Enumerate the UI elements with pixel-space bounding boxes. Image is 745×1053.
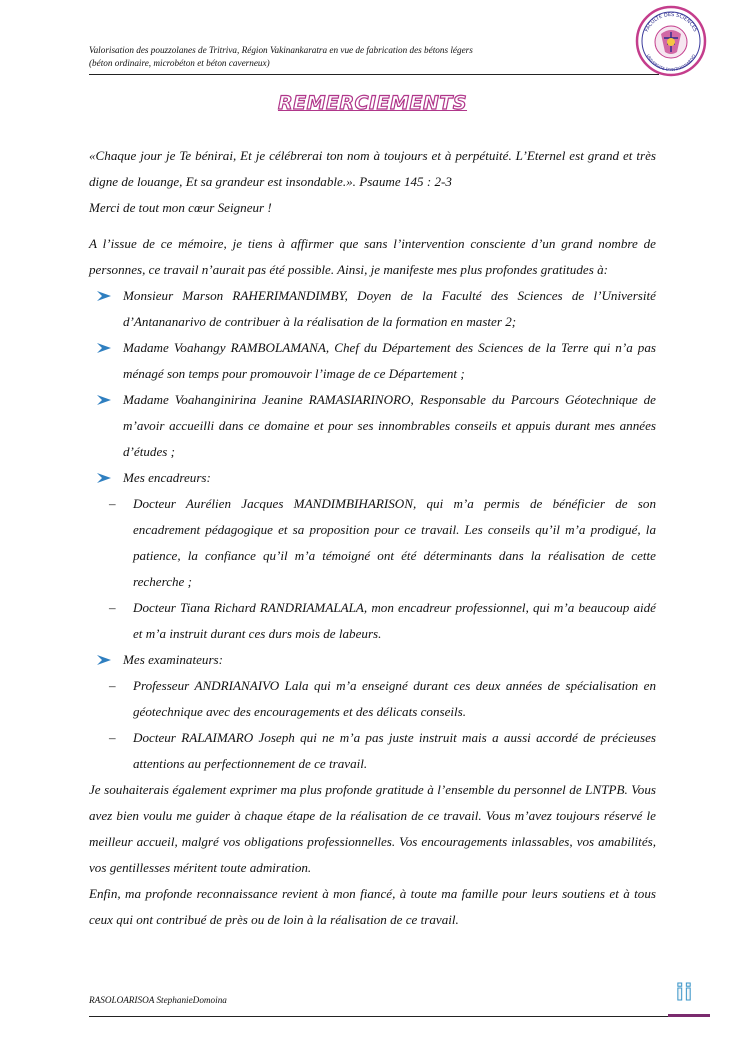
page-number: ii bbox=[676, 981, 694, 1006]
intro-paragraph: A l’issue de ce mémoire, je tiens à affirmer que sans l’intervention consciente d’un grand nombre de personnes, ce travail n’aurait pas été possible. Ainsi, je manifeste mes plus profondes gratitudes à: bbox=[89, 236, 656, 277]
footer-author: RASOLOARISOA StephanieDomoina bbox=[89, 995, 227, 1005]
list-item-text: Monsieur Marson RAHERIMANDIMBY, Doyen de la Faculté des Sciences de l’Université d’Antananarivo de contribuer à la réalisation de la formation en master 2; bbox=[123, 288, 656, 329]
arrow-bullet-icon bbox=[97, 655, 111, 665]
arrow-bullet-icon bbox=[97, 395, 111, 405]
list-item bbox=[89, 647, 656, 673]
acknowledgements-body bbox=[89, 143, 656, 933]
staff-paragraph: Je souhaiterais également exprimer ma plus profonde gratitude à l’ensemble du personnel de LNTPB. Vous avez bien voulu me guider à chaque étape de la réalisation de ce travail. Vous m’avez toujours réservé le meilleur accueil, malgré vos obligations professionnelles. Vos encouragements inlassables, vos amabilités, vos gentillesses méritent toute admiration. bbox=[89, 782, 656, 875]
dash-bullet: – bbox=[109, 600, 116, 615]
list-item bbox=[89, 465, 656, 491]
sub-list-item bbox=[89, 673, 656, 725]
footer-accent-bar bbox=[668, 1014, 710, 1017]
sub-list-item-text: Docteur RALAIMARO Joseph qui ne m’a pas juste instruit mais a aussi accordé de précieuses attentions au perfectionnement de ce travail. bbox=[133, 730, 656, 771]
list-item bbox=[89, 283, 656, 335]
sub-list-item bbox=[89, 725, 656, 777]
list-item bbox=[89, 387, 656, 465]
sub-list-item bbox=[89, 491, 656, 595]
university-seal-icon bbox=[634, 4, 708, 78]
sub-list-item-text: Docteur Tiana Richard RANDRIAMALALA, mon encadreur professionnel, qui m’a beaucoup aidé et m’a instruit durant ces durs mois de labeurs. bbox=[133, 600, 656, 641]
footer-divider bbox=[89, 1016, 669, 1017]
list-item-text: Mes examinateurs: bbox=[123, 652, 223, 667]
list-item bbox=[89, 335, 656, 387]
sub-list-item-text: Docteur Aurélien Jacques MANDIMBIHARISON, qui m’a permis de bénéficier de son encadrement pédagogique et sa proposition pour ce travail. Les conseils qu’il m’a prodigué, la patience, la confiance qu’il m’a témoigné ont été déterminants dans la réalisation de cette recherche ; bbox=[133, 496, 656, 589]
logo-text-top: FACULTE DES SCIENCES bbox=[644, 11, 698, 33]
psalm-quote: «Chaque jour je Te bénirai, Et je célébrerai ton nom à toujours et à perpétuité. L’Eternel est grand et très digne de louange, Et sa grandeur est insondable.». Psaume 145 : 2-3 bbox=[89, 148, 656, 189]
dash-bullet: – bbox=[109, 496, 116, 511]
dash-bullet: – bbox=[109, 678, 116, 693]
header-divider bbox=[89, 74, 659, 75]
list-item-text: Madame Voahangy RAMBOLAMANA, Chef du Département des Sciences de la Terre qui n’a pas ménagé son temps pour promouvoir l’image de ce Département ; bbox=[123, 340, 656, 381]
running-header bbox=[89, 44, 609, 70]
page-title: REMERCIEMENTS bbox=[277, 92, 468, 114]
logo-text-bottom: UNIVERSITE D'ANTANANARIVO bbox=[645, 53, 697, 73]
list-item-text: Mes encadreurs: bbox=[123, 470, 211, 485]
arrow-bullet-icon bbox=[97, 291, 111, 301]
family-paragraph: Enfin, ma profonde reconnaissance revient à mon fiancé, à toute ma famille pour leurs soutiens et à tous ceux qui ont contribué de près ou de loin à la réalisation de ce travail. bbox=[89, 886, 656, 927]
thanks-lord: Merci de tout mon cœur Seigneur ! bbox=[89, 200, 272, 215]
sub-list-item bbox=[89, 595, 656, 647]
sub-list-item-text: Professeur ANDRIANAIVO Lala qui m’a enseigné durant ces deux années de spécialisation en géotechnique avec des encouragements et des délicats conseils. bbox=[133, 678, 656, 719]
list-item-text: Madame Voahanginirina Jeanine RAMASIARINORO, Responsable du Parcours Géotechnique de m’avoir accueilli dans ce domaine et pour ses innombrables conseils et appuis durant mes années d’études ; bbox=[123, 392, 656, 459]
arrow-bullet-icon bbox=[97, 473, 111, 483]
arrow-bullet-icon bbox=[97, 343, 111, 353]
header-line-1: Valorisation des pouzzolanes de Tritriva, Région Vakinankaratra en vue de fabrication des bétons légers bbox=[89, 45, 473, 55]
header-line-2: (béton ordinaire, microbéton et béton caverneux) bbox=[89, 58, 270, 68]
dash-bullet: – bbox=[109, 730, 116, 745]
